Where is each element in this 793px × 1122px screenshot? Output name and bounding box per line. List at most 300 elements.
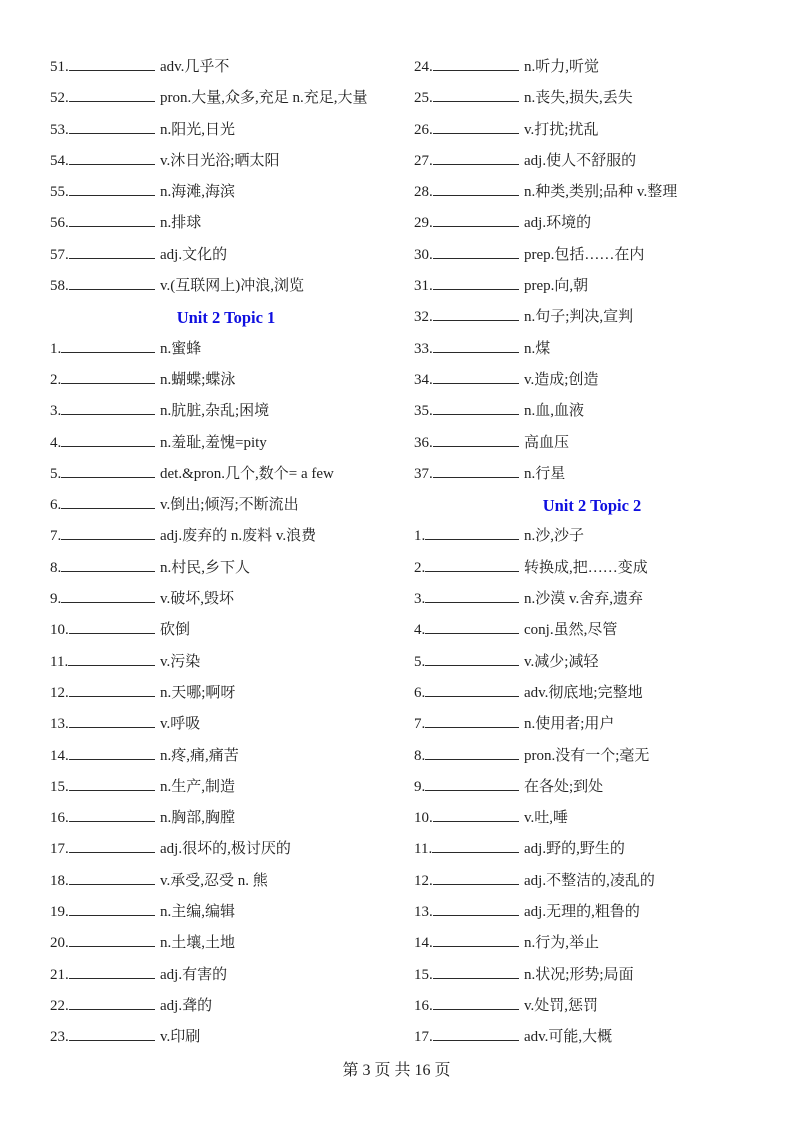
item-definition: n.丧失,损失,丢失 xyxy=(524,90,633,107)
vocab-item xyxy=(414,866,770,897)
answer-blank xyxy=(433,164,519,165)
vocab-item xyxy=(50,208,402,239)
item-definition: n.沙漠 v.舍弃,遗弃 xyxy=(524,591,644,608)
item-lead xyxy=(414,459,519,490)
item-lead xyxy=(414,52,519,83)
vocab-item xyxy=(50,490,402,521)
answer-blank xyxy=(69,195,155,196)
item-definition: 高血压 xyxy=(524,434,570,451)
vocab-item xyxy=(414,52,770,83)
answer-blank xyxy=(433,821,519,822)
item-number: 14. xyxy=(414,935,433,952)
item-lead xyxy=(414,428,519,459)
item-number: 4. xyxy=(50,434,62,451)
item-definition: n.肮脏,杂乱;困境 xyxy=(160,403,270,420)
item-lead xyxy=(414,115,519,146)
answer-blank xyxy=(69,946,155,947)
answer-blank xyxy=(425,727,519,728)
vocab-item xyxy=(414,803,770,834)
item-number: 58. xyxy=(50,278,69,295)
item-definition: n.蝴蝶;蝶泳 xyxy=(160,371,236,388)
answer-blank xyxy=(61,477,155,478)
answer-blank xyxy=(433,477,519,478)
item-number: 22. xyxy=(50,997,69,1014)
vocab-item xyxy=(414,647,770,678)
vocab-item xyxy=(50,960,402,991)
item-definition: n.胸部,胸膛 xyxy=(160,810,236,827)
item-lead xyxy=(414,240,519,271)
vocab-item xyxy=(50,928,402,959)
item-definition: v.承受,忍受 n. 熊 xyxy=(160,872,268,889)
vocab-item xyxy=(414,240,770,271)
answer-blank xyxy=(61,383,155,384)
item-definition: n.句子;判决,宣判 xyxy=(524,309,634,326)
item-number: 16. xyxy=(50,810,69,827)
vocab-item xyxy=(414,208,770,239)
item-lead xyxy=(50,177,155,208)
answer-blank xyxy=(61,352,155,353)
answer-blank xyxy=(69,1040,155,1041)
item-number: 6. xyxy=(414,684,426,701)
vocab-item xyxy=(414,334,770,365)
item-definition: v.倒出;倾泻;不断流出 xyxy=(160,497,299,514)
item-lead xyxy=(414,678,519,709)
answer-blank xyxy=(432,852,519,853)
item-definition: conj.虽然,尽管 xyxy=(524,622,618,639)
answer-blank xyxy=(433,226,519,227)
answer-blank xyxy=(69,1009,155,1010)
answer-blank xyxy=(425,539,519,540)
item-lead xyxy=(414,991,519,1022)
item-number: 15. xyxy=(50,778,69,795)
answer-blank xyxy=(69,915,155,916)
item-number: 9. xyxy=(50,591,62,608)
item-lead xyxy=(50,52,155,83)
answer-blank xyxy=(433,884,519,885)
item-definition: prep.向,朝 xyxy=(524,278,589,295)
item-number: 33. xyxy=(414,340,433,357)
item-definition: v.造成;创造 xyxy=(524,371,599,388)
item-definition: n.疼,痛,痛苦 xyxy=(160,747,239,764)
answer-blank xyxy=(69,978,155,979)
vocab-item xyxy=(50,866,402,897)
answer-blank xyxy=(433,446,519,447)
answer-blank xyxy=(425,665,519,666)
item-definition: v.沐日光浴;晒太阳 xyxy=(160,152,280,169)
item-definition: n.行星 xyxy=(524,465,566,482)
vocab-item xyxy=(414,615,770,646)
vocab-item xyxy=(414,709,770,740)
item-lead xyxy=(414,584,519,615)
item-number: 57. xyxy=(50,246,69,263)
item-definition: n.蜜蜂 xyxy=(160,340,202,357)
vocab-item xyxy=(50,991,402,1022)
item-number: 36. xyxy=(414,434,433,451)
item-lead xyxy=(414,709,519,740)
item-number: 13. xyxy=(414,904,433,921)
vocab-item xyxy=(50,615,402,646)
vocab-item xyxy=(414,428,770,459)
item-number: 3. xyxy=(50,403,62,420)
answer-blank xyxy=(61,414,155,415)
item-definition: adj.聋的 xyxy=(160,997,213,1014)
answer-blank xyxy=(69,70,155,71)
vocab-item xyxy=(50,897,402,928)
item-number: 1. xyxy=(414,528,426,545)
vocab-item xyxy=(414,83,770,114)
answer-blank xyxy=(69,852,155,853)
item-definition: adj.环境的 xyxy=(524,215,592,232)
item-definition: det.&pron.几个,数个= a few xyxy=(160,465,334,482)
item-definition: adj.文化的 xyxy=(160,246,228,263)
answer-blank xyxy=(433,258,519,259)
answer-blank xyxy=(433,915,519,916)
item-number: 54. xyxy=(50,152,69,169)
answer-blank xyxy=(69,727,155,728)
vocab-item xyxy=(50,521,402,552)
unit-topic-header: Unit 2 Topic 1 xyxy=(176,308,276,328)
vocab-item xyxy=(414,553,770,584)
answer-blank xyxy=(69,759,155,760)
item-number: 15. xyxy=(414,966,433,983)
vocab-item xyxy=(50,428,402,459)
item-definition: n.村民,乡下人 xyxy=(160,559,251,576)
vocab-item xyxy=(414,177,770,208)
item-lead xyxy=(50,208,155,239)
answer-blank xyxy=(69,101,155,102)
answer-blank xyxy=(433,1009,519,1010)
item-lead xyxy=(414,302,519,333)
item-definition: v.印刷 xyxy=(160,1029,201,1046)
item-lead xyxy=(414,834,519,865)
answer-blank xyxy=(433,195,519,196)
item-definition: adv.可能,大概 xyxy=(524,1029,613,1046)
item-lead xyxy=(414,334,519,365)
item-lead xyxy=(50,240,155,271)
answer-blank xyxy=(69,884,155,885)
item-lead xyxy=(414,396,519,427)
item-number: 24. xyxy=(414,59,433,75)
vocab-item xyxy=(50,146,402,177)
answer-blank xyxy=(61,446,155,447)
answer-blank xyxy=(433,414,519,415)
vocab-item xyxy=(414,897,770,928)
item-lead xyxy=(50,897,155,928)
item-lead xyxy=(414,177,519,208)
vocab-item xyxy=(414,584,770,615)
vocab-item xyxy=(50,803,402,834)
item-number: 11. xyxy=(414,841,433,858)
vocab-item xyxy=(50,1022,402,1053)
answer-blank xyxy=(425,759,519,760)
vocab-item xyxy=(414,459,770,490)
item-number: 51. xyxy=(50,59,69,75)
item-lead xyxy=(50,396,155,427)
item-number: 11. xyxy=(50,653,69,670)
answer-blank xyxy=(69,696,155,697)
left-column xyxy=(50,52,402,1054)
item-lead xyxy=(50,741,155,772)
answer-blank xyxy=(69,164,155,165)
item-definition: adj.很坏的,极讨厌的 xyxy=(160,841,291,858)
item-definition: adj.使人不舒服的 xyxy=(524,152,637,169)
item-number: 31. xyxy=(414,278,433,295)
item-definition: n.行为,举止 xyxy=(524,935,600,952)
item-lead xyxy=(50,521,155,552)
item-number: 19. xyxy=(50,904,69,921)
item-number: 2. xyxy=(414,559,426,576)
answer-blank xyxy=(61,571,155,572)
answer-blank xyxy=(61,539,155,540)
item-definition: v.打扰;扰乱 xyxy=(524,121,599,138)
answer-blank xyxy=(425,790,519,791)
vocab-item xyxy=(50,834,402,865)
item-definition: v.处罚,惩罚 xyxy=(524,997,599,1014)
item-definition: n.天哪;啊呀 xyxy=(160,684,236,701)
item-lead xyxy=(414,866,519,897)
item-definition: adj.有害的 xyxy=(160,966,228,983)
item-lead xyxy=(50,490,155,521)
item-lead xyxy=(414,647,519,678)
answer-blank xyxy=(433,383,519,384)
answer-blank xyxy=(433,946,519,947)
answer-blank xyxy=(433,320,519,321)
vocab-item xyxy=(414,960,770,991)
item-lead xyxy=(414,615,519,646)
item-definition: 转换成,把……变成 xyxy=(524,559,648,576)
item-number: 26. xyxy=(414,121,433,138)
answer-blank xyxy=(68,665,155,666)
item-definition: n.听力,听觉 xyxy=(524,59,600,75)
item-definition: adj.不整洁的,凌乱的 xyxy=(524,872,655,889)
item-lead xyxy=(50,584,155,615)
item-lead xyxy=(414,553,519,584)
item-definition: adj.废弃的 n.废料 v.浪费 xyxy=(160,528,317,545)
item-lead xyxy=(50,365,155,396)
item-lead xyxy=(50,772,155,803)
item-number: 23. xyxy=(50,1029,69,1046)
item-lead xyxy=(50,83,155,114)
answer-blank xyxy=(425,571,519,572)
item-number: 9. xyxy=(414,778,426,795)
vocab-item xyxy=(414,834,770,865)
item-number: 18. xyxy=(50,872,69,889)
item-lead xyxy=(50,803,155,834)
right-column xyxy=(414,52,770,1054)
item-definition: prep.包括……在内 xyxy=(524,246,645,263)
answer-blank xyxy=(433,352,519,353)
item-lead xyxy=(50,1022,155,1053)
vocab-item xyxy=(414,1022,770,1053)
item-definition: pron.大量,众多,充足 n.充足,大量 xyxy=(160,90,368,107)
item-lead xyxy=(414,772,519,803)
answer-blank xyxy=(61,602,155,603)
item-lead xyxy=(50,553,155,584)
item-definition: adj.无理的,粗鲁的 xyxy=(524,904,640,921)
item-number: 56. xyxy=(50,215,69,232)
vocab-item xyxy=(414,772,770,803)
answer-blank xyxy=(433,101,519,102)
item-definition: adv.彻底地;完整地 xyxy=(524,684,643,701)
item-lead xyxy=(414,83,519,114)
unit-header-row xyxy=(414,490,770,521)
item-lead xyxy=(50,834,155,865)
answer-blank xyxy=(433,1040,519,1041)
item-number: 53. xyxy=(50,121,69,138)
item-definition: v.呼吸 xyxy=(160,716,201,733)
item-lead xyxy=(50,428,155,459)
vocab-item xyxy=(50,271,402,302)
item-number: 34. xyxy=(414,371,433,388)
vocab-item xyxy=(414,271,770,302)
vocab-item xyxy=(414,991,770,1022)
answer-blank xyxy=(69,289,155,290)
item-lead xyxy=(414,365,519,396)
item-lead xyxy=(50,709,155,740)
item-number: 55. xyxy=(50,184,69,201)
vocab-item xyxy=(50,553,402,584)
answer-blank xyxy=(433,978,519,979)
item-number: 1. xyxy=(50,340,62,357)
item-number: 25. xyxy=(414,90,433,107)
item-definition: n.土壤,土地 xyxy=(160,935,236,952)
item-number: 29. xyxy=(414,215,433,232)
vocab-item xyxy=(50,365,402,396)
item-number: 12. xyxy=(50,684,69,701)
item-lead xyxy=(50,115,155,146)
item-lead xyxy=(414,803,519,834)
item-lead xyxy=(50,647,155,678)
item-number: 7. xyxy=(414,716,426,733)
item-definition: n.海滩,海滨 xyxy=(160,184,236,201)
item-lead xyxy=(50,334,155,365)
item-definition: n.沙,沙子 xyxy=(524,528,585,545)
item-number: 13. xyxy=(50,716,69,733)
item-number: 16. xyxy=(414,997,433,1014)
item-lead xyxy=(50,615,155,646)
answer-blank xyxy=(61,508,155,509)
item-definition: n.羞耻,羞愧=pity xyxy=(160,434,267,451)
item-number: 5. xyxy=(50,465,62,482)
answer-blank xyxy=(433,133,519,134)
vocab-item xyxy=(414,521,770,552)
page-footer: 第 3 页 共 16 页 xyxy=(342,1062,451,1079)
vocab-item xyxy=(50,584,402,615)
vocab-item xyxy=(50,678,402,709)
vocab-item xyxy=(50,647,402,678)
item-definition: adv.几乎不 xyxy=(160,59,230,75)
item-lead xyxy=(414,928,519,959)
item-definition: n.状况;形势;局面 xyxy=(524,966,634,983)
item-definition: 在各处;到处 xyxy=(524,778,604,795)
item-definition: n.种类,类别;品种 v.整理 xyxy=(524,184,678,201)
item-definition: n.生产,制造 xyxy=(160,778,236,795)
item-number: 21. xyxy=(50,966,69,983)
item-number: 30. xyxy=(414,246,433,263)
item-number: 10. xyxy=(50,622,69,639)
answer-blank xyxy=(425,696,519,697)
vocab-item xyxy=(50,709,402,740)
item-number: 20. xyxy=(50,935,69,952)
item-definition: 砍倒 xyxy=(160,622,191,639)
vocab-item xyxy=(414,365,770,396)
answer-blank xyxy=(433,70,519,71)
item-number: 52. xyxy=(50,90,69,107)
answer-blank xyxy=(425,602,519,603)
item-number: 37. xyxy=(414,465,433,482)
item-number: 17. xyxy=(414,1029,433,1046)
answer-blank xyxy=(425,633,519,634)
item-number: 32. xyxy=(414,309,433,326)
item-definition: n.煤 xyxy=(524,340,551,357)
item-lead xyxy=(414,741,519,772)
item-definition: n.血,血液 xyxy=(524,403,585,420)
item-number: 2. xyxy=(50,371,62,388)
item-lead xyxy=(414,897,519,928)
item-definition: n.排球 xyxy=(160,215,202,232)
unit-header-row xyxy=(50,302,402,333)
vocab-item xyxy=(50,741,402,772)
item-number: 10. xyxy=(414,810,433,827)
vocab-item xyxy=(414,928,770,959)
answer-blank xyxy=(69,133,155,134)
vocab-item xyxy=(50,459,402,490)
item-number: 4. xyxy=(414,622,426,639)
answer-blank xyxy=(69,790,155,791)
vocab-item xyxy=(50,83,402,114)
item-number: 8. xyxy=(414,747,426,764)
item-definition: v.破坏,毁坏 xyxy=(160,591,235,608)
item-number: 14. xyxy=(50,747,69,764)
item-lead xyxy=(50,866,155,897)
item-number: 6. xyxy=(50,497,62,514)
vocab-item xyxy=(414,396,770,427)
item-definition: n.使用者;用户 xyxy=(524,716,615,733)
item-lead xyxy=(50,271,155,302)
item-lead xyxy=(414,208,519,239)
unit-topic-header: Unit 2 Topic 2 xyxy=(542,496,642,516)
item-lead xyxy=(50,991,155,1022)
item-definition: pron.没有一个;毫无 xyxy=(524,747,650,764)
item-lead xyxy=(50,678,155,709)
vocab-item xyxy=(414,146,770,177)
item-lead xyxy=(414,1022,519,1053)
item-number: 12. xyxy=(414,872,433,889)
answer-blank xyxy=(69,821,155,822)
vocab-item xyxy=(50,396,402,427)
vocab-item xyxy=(50,177,402,208)
answer-blank xyxy=(433,289,519,290)
item-number: 17. xyxy=(50,841,69,858)
vocab-item xyxy=(414,302,770,333)
answer-blank xyxy=(69,258,155,259)
vocab-item xyxy=(50,240,402,271)
vocab-item xyxy=(50,52,402,83)
item-lead xyxy=(414,271,519,302)
item-number: 8. xyxy=(50,559,62,576)
vocab-item xyxy=(50,334,402,365)
item-number: 5. xyxy=(414,653,426,670)
item-lead xyxy=(50,146,155,177)
vocab-item xyxy=(50,772,402,803)
item-lead xyxy=(414,146,519,177)
answer-blank xyxy=(69,633,155,634)
item-definition: n.主编,编辑 xyxy=(160,904,236,921)
vocab-item xyxy=(50,115,402,146)
item-number: 7. xyxy=(50,528,62,545)
item-definition: v.污染 xyxy=(160,653,201,670)
answer-blank xyxy=(69,226,155,227)
